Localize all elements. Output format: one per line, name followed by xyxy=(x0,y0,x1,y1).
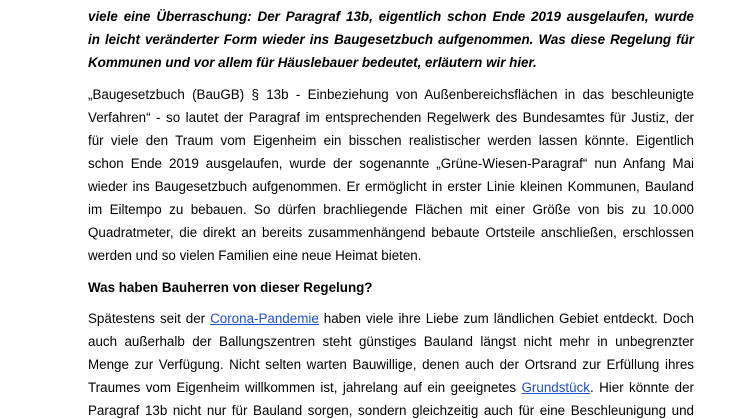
intro-line-2: in leicht veränderter Form wieder ins Baugesetzbuch aufgenommen. Was diese Regelung für xyxy=(88,32,694,47)
paragraph2-line-1 xyxy=(88,311,694,327)
paragraph1-line-8: werden und so vielen Familien eine neue Heimat bieten. xyxy=(88,248,422,263)
grundstueck-link[interactable]: Grundstück xyxy=(521,380,590,395)
paragraph1-line-5: wieder ins Baugesetzbuch aufgenommen. Er ermöglicht in erster Linie kleinen Kommunen, Bauland xyxy=(88,179,694,194)
paragraph1-line-7: Quadratmeter, die direkt an bereits zusammenhängend bebaute Ortsteile anschließen, erschlossen xyxy=(88,225,694,240)
corona-pandemie-link[interactable]: Corona-Pandemie xyxy=(210,311,319,326)
paragraph1-line-2: Verfahren“ - so lautet der Paragraf im entsprechenden Regelwerk des Bundesamtes für Justiz, der xyxy=(88,110,694,125)
paragraph1-line-6: im Eiltempo zu bebauen. So dürfen brachliegende Flächen mit einer Größe von bis zu 10.000 xyxy=(88,202,694,217)
paragraph2-line-5: Paragraf 13b nicht nur für Bauland sorgen, sondern gleichzeitig auch für eine Beschleunigung und xyxy=(88,403,694,418)
paragraph2-line-3: Menge zur Verfügung. Nicht selten warten Bauwillige, denen auch der Ortsrand zur Erfüllung ihres xyxy=(88,357,694,372)
section-heading: Was haben Bauherren von dieser Regelung? xyxy=(88,280,373,295)
paragraph1-line-3: für viele den Traum vom Eigenheim ein bisschen realistischer werden lassen könnte. Eigentlich xyxy=(88,133,694,148)
paragraph1-line-4: schon Ende 2019 ausgelaufen, wurde der sogenannte „Grüne-Wiesen-Paragraf“ nun Anfang Mai xyxy=(88,156,694,171)
paragraph2-line-4-text-b: . Hier könnte der xyxy=(590,380,694,395)
paragraph2-line-4 xyxy=(88,380,694,396)
paragraph2-line-1-text-b: haben viele ihre Liebe zum ländlichen Gebiet entdeckt. Doch xyxy=(318,311,694,326)
paragraph2-line-1-text-a: Spätestens seit der xyxy=(88,311,211,326)
paragraph2-line-2: auch außerhalb der Ballungszentren steht günstiges Bauland längst nicht mehr in unbegrenzter xyxy=(88,334,694,349)
paragraph2-line-4-text-a: Traumes vom Eigenheim willkommen ist, jahrelang auf ein geeignetes xyxy=(88,380,522,395)
paragraph1-line-1: „Baugesetzbuch (BauGB) § 13b - Einbeziehung von Außenbereichsflächen in das beschleunigte xyxy=(88,87,694,102)
intro-line-1: viele eine Überraschung: Der Paragraf 13b, eigentlich schon Ende 2019 ausgelaufen, wurde xyxy=(88,9,694,24)
intro-line-3: Kommunen und vor allem für Häuslebauer bedeutet, erläutern wir hier. xyxy=(88,55,537,70)
